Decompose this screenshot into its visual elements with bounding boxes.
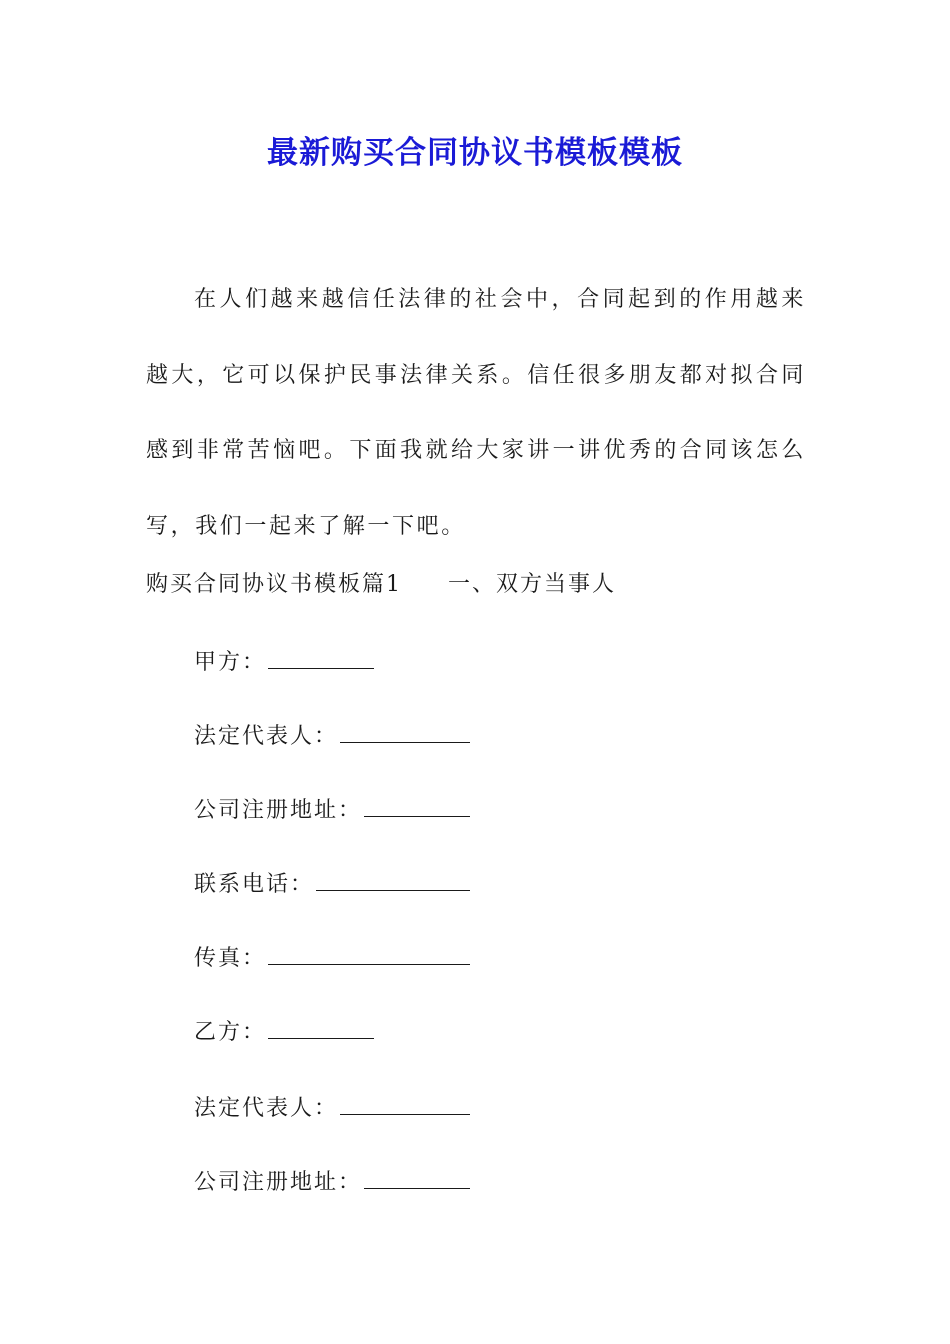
document-title: 最新购买合同协议书模板模板	[267, 135, 683, 171]
party-a-address-field	[194, 790, 470, 830]
field-label: 公司注册地址：	[194, 798, 363, 823]
fill-in-blank[interactable]	[340, 716, 470, 743]
field-label: 联系电话：	[194, 872, 315, 897]
party-a-legal-rep-field	[194, 716, 470, 756]
field-label: 公司注册地址：	[194, 1170, 363, 1195]
party-b-field	[194, 1012, 374, 1052]
field-label: 传真：	[194, 946, 267, 971]
section-heading: 购买合同协议书模板篇1	[146, 572, 402, 597]
field-label: 法定代表人：	[194, 724, 339, 749]
section-subheading: 一、双方当事人	[448, 572, 617, 597]
field-label: 乙方：	[194, 1020, 267, 1045]
party-a-fax-field	[194, 938, 470, 978]
party-b-address-field	[194, 1162, 470, 1202]
fill-in-blank[interactable]	[268, 938, 470, 965]
section-heading-line	[146, 566, 806, 604]
party-a-phone-field	[194, 864, 470, 904]
field-label: 法定代表人：	[194, 1096, 339, 1121]
party-b-legal-rep-field	[194, 1088, 470, 1128]
fill-in-blank[interactable]	[364, 1162, 470, 1189]
field-label: 甲方：	[194, 650, 267, 675]
fill-in-blank[interactable]	[268, 642, 374, 669]
fill-in-blank[interactable]	[316, 864, 470, 891]
fill-in-blank[interactable]	[340, 1088, 470, 1115]
intro-paragraph: 在人们越来越信任法律的社会中，合同起到的作用越来越大，它可以保护民事法律关系。信任很多朋友都对拟合同感到非常苦恼吧。下面我就给大家讲一讲优秀的合同该怎么写，我们一起来了解一下吧。	[146, 287, 806, 539]
party-a-field	[194, 642, 374, 682]
fill-in-blank[interactable]	[268, 1012, 374, 1039]
fill-in-blank[interactable]	[364, 790, 470, 817]
